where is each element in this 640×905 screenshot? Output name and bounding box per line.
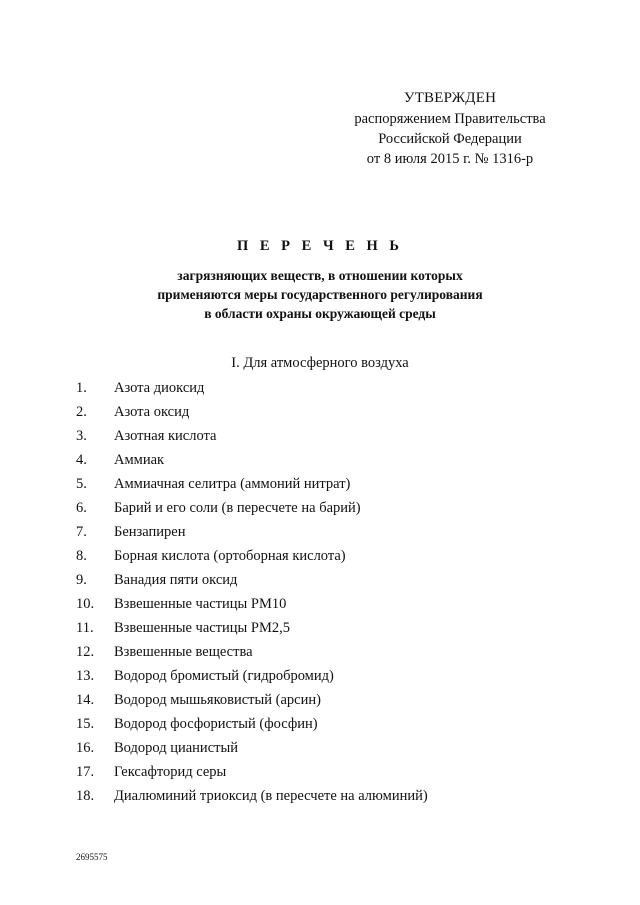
item-name: Барий и его соли (в пересчете на барий) xyxy=(114,500,361,516)
item-number: 1. xyxy=(76,380,87,396)
list-item xyxy=(76,474,428,498)
item-number: 5. xyxy=(76,476,87,492)
approval-line-2: Российской Федерации xyxy=(378,131,522,147)
item-name: Взвешенные частицы PM10 xyxy=(114,596,287,612)
approval-line-1: распоряжением Правительства xyxy=(354,111,546,127)
item-number: 17. xyxy=(76,764,95,780)
item-name: Гексафторид серы xyxy=(114,764,227,780)
item-name: Взвешенные частицы PM2,5 xyxy=(114,620,290,636)
list-item xyxy=(76,714,428,738)
list-item xyxy=(76,618,428,642)
footer-code: 2695575 xyxy=(76,852,108,862)
list-item xyxy=(76,594,428,618)
list-item xyxy=(76,402,428,426)
subtitle-line-3: в области охраны окружающей среды xyxy=(204,306,436,321)
list-item xyxy=(76,642,428,666)
list-item xyxy=(76,570,428,594)
substance-list xyxy=(76,378,428,810)
list-item xyxy=(76,378,428,402)
document-subtitle xyxy=(100,266,540,323)
subtitle-line-1: загрязняющих веществ, в отношении которых xyxy=(177,268,463,283)
list-item xyxy=(76,522,428,546)
list-item xyxy=(76,762,428,786)
item-name: Водород бромистый (гидробромид) xyxy=(114,668,334,684)
item-name: Борная кислота (ортоборная кислота) xyxy=(114,548,346,564)
item-name: Бензапирен xyxy=(114,524,186,540)
list-item xyxy=(76,786,428,810)
item-number: 15. xyxy=(76,716,95,732)
item-number: 4. xyxy=(76,452,87,468)
subtitle-line-2: применяются меры государственного регулирования xyxy=(157,287,483,302)
approval-block xyxy=(330,88,570,169)
list-item xyxy=(76,738,428,762)
item-number: 18. xyxy=(76,788,95,804)
list-item xyxy=(76,498,428,522)
item-name: Аммиак xyxy=(114,452,165,468)
item-name: Водород мышьяковистый (арсин) xyxy=(114,692,321,708)
section-heading: I. Для атмосферного воздуха xyxy=(231,355,409,371)
item-number: 8. xyxy=(76,548,87,564)
item-name: Водород фосфористый (фосфин) xyxy=(114,716,318,732)
item-number: 9. xyxy=(76,572,87,588)
item-number: 2. xyxy=(76,404,87,420)
item-number: 7. xyxy=(76,524,87,540)
item-name: Азота диоксид xyxy=(114,380,205,396)
item-number: 14. xyxy=(76,692,95,708)
document-title: П Е Р Е Ч Е Н Ь xyxy=(236,238,404,254)
item-number: 11. xyxy=(76,620,94,636)
item-name: Азота оксид xyxy=(114,404,190,420)
item-name: Ванадия пяти оксид xyxy=(114,572,238,588)
item-number: 13. xyxy=(76,668,95,684)
item-number: 3. xyxy=(76,428,87,444)
item-number: 16. xyxy=(76,740,95,756)
list-item xyxy=(76,546,428,570)
item-name: Аммиачная селитра (аммоний нитрат) xyxy=(114,476,351,492)
item-number: 12. xyxy=(76,644,95,660)
item-number: 10. xyxy=(76,596,95,612)
approved-stamp: УТВЕРЖДЕН xyxy=(403,90,497,106)
item-name: Азотная кислота xyxy=(114,428,217,444)
item-number: 6. xyxy=(76,500,87,516)
approval-line-3: от 8 июля 2015 г. № 1316-р xyxy=(366,151,534,167)
item-name: Диалюминий триоксид (в пересчете на алюминий) xyxy=(114,788,428,804)
item-name: Взвешенные вещества xyxy=(114,644,253,660)
list-item xyxy=(76,690,428,714)
list-item xyxy=(76,666,428,690)
item-name: Водород цианистый xyxy=(114,740,238,756)
list-item xyxy=(76,450,428,474)
list-item xyxy=(76,426,428,450)
